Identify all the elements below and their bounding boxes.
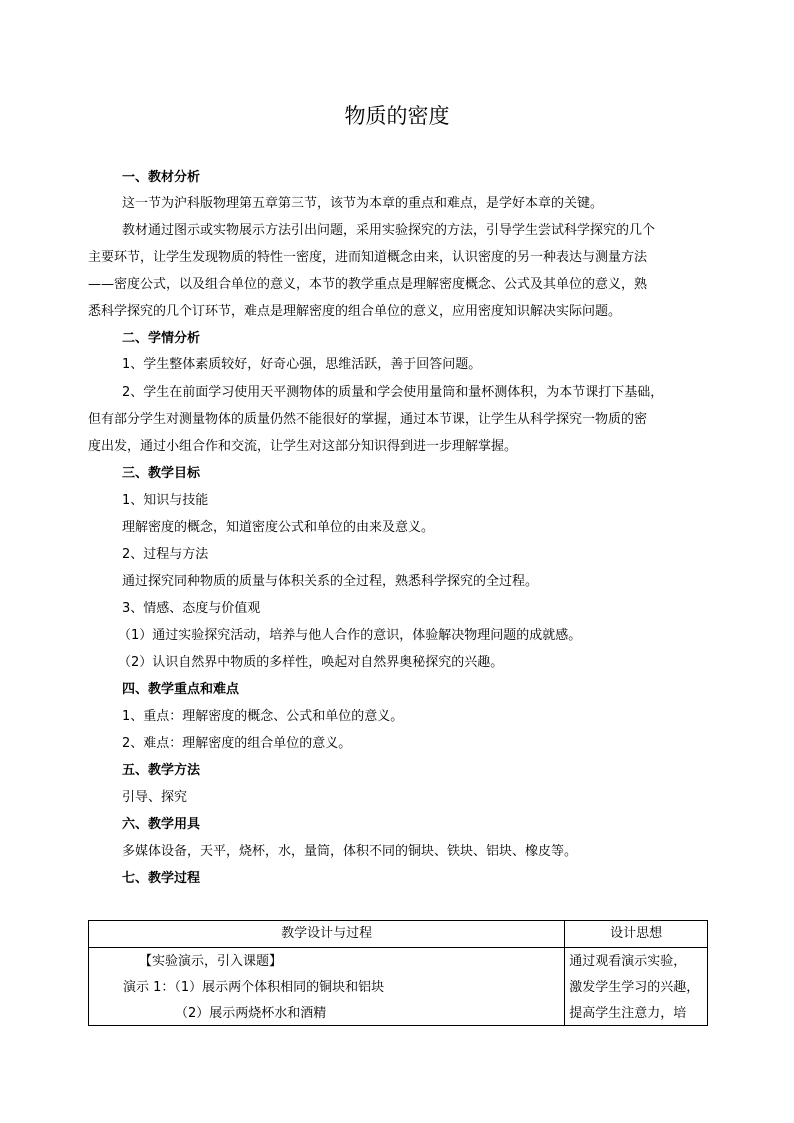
table-line: 提高学生注意力，培 xyxy=(569,1006,687,1021)
paragraph-line: 1、重点：理解密度的概念、公式和单位的意义。 xyxy=(122,709,404,724)
paragraph-line: （2）认识自然界中物质的多样性，唤起对自然界奥秘探究的兴趣。 xyxy=(118,655,504,670)
section-heading-teaching-methods: 五、教学方法 xyxy=(122,763,201,778)
table-line: 【实验演示，引入课题】 xyxy=(139,954,283,969)
section-heading-student-analysis: 二、学情分析 xyxy=(122,331,201,346)
paragraph-line: 引导、探究 xyxy=(122,790,188,805)
subheading: 2、过程与方法 xyxy=(122,547,209,562)
paragraph-line: 2、难点：理解密度的组合单位的意义。 xyxy=(122,736,352,751)
paragraph-line: 但有部分学生对测量物体的质量仍然不能很好的掌握，通过本节课，让学生从科学探究一物质的密 xyxy=(88,412,648,427)
page-title: 物质的密度 xyxy=(344,104,450,128)
paragraph-line: 主要环节，让学生发现物质的特性一密度，进而知道概念由来，认识密度的另一种表达与测量方法 xyxy=(88,250,648,265)
section-heading-textbook-analysis: 一、教材分析 xyxy=(122,170,201,185)
table-line: 演示 1：（1）展示两个体积相同的铜块和铝块 xyxy=(123,980,385,995)
table-cell-process xyxy=(89,948,565,1026)
section-heading-teaching-process: 七、教学过程 xyxy=(122,871,201,886)
paragraph-line: 多媒体设备，天平，烧杯，水，量筒，体积不同的铜块、铁块、铝块、橡皮等。 xyxy=(122,844,578,859)
paragraph-line: 度出发，通过小组合作和交流，让学生对这部分知识得到进一步理解掌握。 xyxy=(88,439,518,454)
table-line: （2）展示两烧杯水和酒精 xyxy=(175,1006,327,1021)
section-heading-key-points: 四、教学重点和难点 xyxy=(122,682,240,697)
paragraph-line: 2、学生在前面学习使用天平测物体的质量和学会使用量筒和量杯测体积，为本节课打下基础， xyxy=(122,385,664,400)
paragraph-line: 这一节为沪科版物理第五章第三节，该节为本章的重点和难点，是学好本章的关键。 xyxy=(122,196,604,211)
table-header-design-process: 教学设计与过程 xyxy=(89,921,565,948)
table-line: 通过观看演示实验， xyxy=(569,954,687,969)
paragraph-line: 通过探究同种物质的质量与体积关系的全过程，熟悉科学探究的全过程。 xyxy=(122,574,539,589)
paragraph-line: 理解密度的概念，知道密度公式和单位的由来及意义。 xyxy=(122,520,435,535)
section-heading-teaching-objectives: 三、教学目标 xyxy=(122,466,201,481)
paragraph-line: 教材通过图示或实物展示方法引出问题，采用实验探究的方法，引导学生尝试科学探究的几个 xyxy=(122,223,656,238)
teaching-process-table xyxy=(88,920,708,1026)
paragraph-line: ——密度公式，以及组合单位的意义，本节的教学重点是理解密度概念、公式及其单位的意义，熟 xyxy=(88,277,648,292)
paragraph-line: 悉科学探究的几个订环节，难点是理解密度的组合单位的意义，应用密度知识解决实际问题。 xyxy=(88,304,622,319)
section-heading-teaching-aids: 六、教学用具 xyxy=(122,817,201,832)
table-cell-idea xyxy=(565,948,708,1026)
paragraph-line: （1）通过实验探究活动，培养与他人合作的意识，体验解决物理问题的成就感。 xyxy=(118,628,582,643)
subheading: 1、知识与技能 xyxy=(122,493,209,508)
subheading: 3、情感、态度与价值观 xyxy=(122,601,261,616)
paragraph-line: 1、学生整体素质较好，好奇心强，思维活跃，善于回答问题。 xyxy=(122,357,482,372)
table-header-design-idea: 设计思想 xyxy=(565,921,708,948)
table-line: 激发学生学习的兴趣， xyxy=(569,980,700,995)
